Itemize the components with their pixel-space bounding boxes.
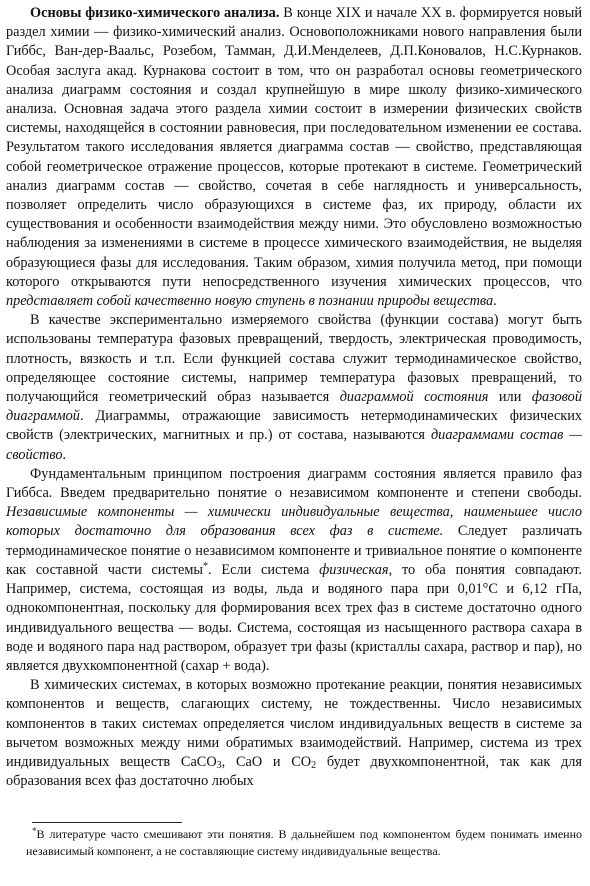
formula-subscript: 2 <box>311 759 317 771</box>
footnote-divider <box>32 822 182 823</box>
italic-emphasis: представляет собой качественно новую ступень в познании природы вещества <box>6 293 494 310</box>
formula-caco3 <box>181 754 222 770</box>
footnote <box>26 826 582 860</box>
footnote-text: В литературе часто смешивают эти понятия. В дальнейшем под компонентом будем понимать именно независимый компонент, а не составляющие систему индивидуальные вещества. <box>26 827 582 858</box>
paragraph-gibbs-phase-rule <box>6 465 582 676</box>
paragraph-text: В конце XIX и начале XX в. формируется новый раздел химии — физико-химический анализ. Основоположниками нового направления были Гиббс, Ван-дер-Ваальс, Розебом, Тамман, Д.И.Менделеев, Д.П.Коновалов, Н.С.Курнаков. Особая заслуга акад. Курнакова состоит в том, что он разработал основы геометрического анализа диаграмм состояния и создал крупнейшую в мире школу физико-химического анализа. Основная задача этого раздела химии состоит в измерении физических свойств системы, находящейся в состоянии равновесия, при последовательном изменении ее состава. Результатом такого исследования является диаграмма состав — свойство, представляющая собой геометрическое отражение процессов, которые протекают в системе. Геометрический анализ диаграмм состав — свойство, сочетая в себе наглядность и универсальность, позволяет определить число образующихся в системе фаз, их природу, области их существования и особенности взаимодействия между ними. Это обусловлено возможностью наблюдения за изменениями в системе в процессе химического взаимодействия, не выделяя образующиеся фазы для исследования. Таким образом, химия получила метод, при помощи которого открываются пути непосредственного изучения химических процессов, что <box>6 5 582 290</box>
term-physical: физическая <box>319 561 389 578</box>
footnote-marker: * <box>32 826 37 836</box>
formula-cao: CaO <box>235 753 263 770</box>
paragraph-text: . Если система <box>208 561 320 578</box>
paragraph-chemical-systems <box>6 676 582 791</box>
paragraph-text: Фундаментальным принципом построения диаграмм состояния является правило фаз Гиббса. Введем предварительно понятие о независимом компоненте и степени свободы. <box>6 465 582 502</box>
formula-base: CO <box>291 753 312 770</box>
term-composition-property-diagrams: диаграммами состав — свойство <box>6 427 582 463</box>
formula-subscript: 3 <box>216 759 222 771</box>
section-heading: Основы физико-химического анализа. <box>30 5 280 21</box>
formula-co2 <box>291 754 316 770</box>
paragraph-text: . Диаграммы, отражающие зависимость нетермодинамических физических свойств (электрических, магнитных и пр.) от состава, называются <box>6 408 582 444</box>
paragraph-text: и <box>262 753 292 770</box>
paragraph-text: будет двухкомпонентной, так как для образования всех фаз достаточно любых <box>6 753 582 790</box>
term-phase-diagram: фазовой диаграммой <box>6 389 582 425</box>
term-state-diagram: диаграммой состояния <box>339 389 489 406</box>
paragraph-end: . <box>493 293 497 310</box>
paragraph-text: Следует различать термодинамическое понятие о независимом компоненте и тривиальное понятие о компоненте как составной части системы <box>6 523 582 578</box>
paragraph-end: . <box>62 446 67 463</box>
paragraph-text: или <box>488 389 532 406</box>
paragraph-text: , то оба понятия совпадают. Например, система, состоящая из воды, льда и водяного пара при 0,01°С и 6,12 гПа, однокомпонентная, поскольку для формирования всех трех фаз в системе достаточно одного индивидуального вещества — воды. Система, состоящая из насыщенного раствора сахара в воде и водяного пара над раствором, образует три фазы (кристаллы сахара, раствор и пар), но является двухкомпонентной (сахар + вода). <box>6 561 582 674</box>
paragraph-text: В качестве экспериментально измеряемого свойства (функции состава) могут быть использованы температура фазовых превращений, твердость, электрическая проводимость, плотность, вязкость и т.п. Если функцией состава служит термодинамическое свойство, определяющее состояние системы, например температура фазовых превращений, то получающийся геометрический образ называется <box>6 312 582 406</box>
definition-independent-components: Независимые компоненты — химически индивидуальные вещества, наименьшее число которых достаточно для образования всех фаз в системе. <box>6 504 582 540</box>
formula-base: CaCO <box>180 753 217 770</box>
paragraph-physico-chemical-analysis <box>6 4 582 311</box>
paragraph-text: , <box>221 753 236 770</box>
paragraph-text: В химических системах, в которых возможно протекание реакции, понятия независимых компонентов и веществ, слагающих систему, не тождественны. Число независимых компонентов в таких системах определяется числом индивидуальных веществ в системе за вычетом возможных между ними обратимых взаимодействий. Например, система из трех индивидуальных веществ <box>6 677 582 770</box>
footnote-marker[interactable]: * <box>203 560 208 572</box>
paragraph-composition-property <box>6 311 582 465</box>
